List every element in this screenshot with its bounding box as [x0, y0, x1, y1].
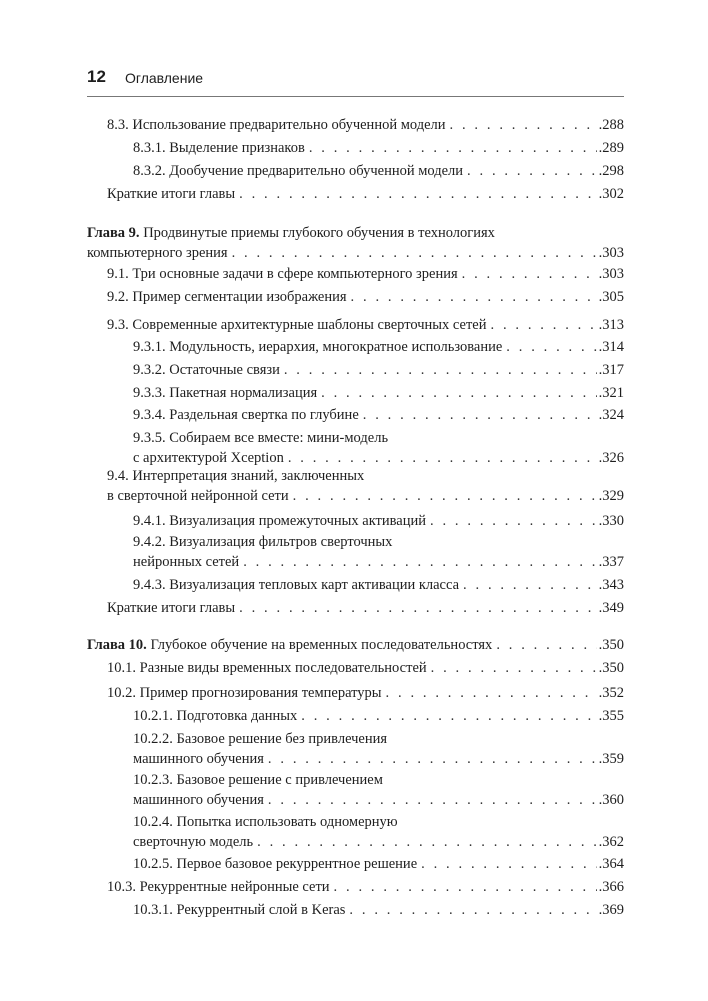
toc-entry-title: 9.1. Три основные задачи в сфере компьютерного зрения [107, 266, 458, 282]
toc-page-number: .321 [598, 385, 624, 401]
toc-entry-title: 8.3.2. Дообучение предварительно обученной модели [133, 163, 464, 179]
toc-entry[interactable] [133, 532, 624, 572]
toc-page-number: .317 [598, 362, 624, 378]
dot-leader [257, 832, 596, 852]
toc-entry[interactable] [133, 770, 624, 810]
toc-page-number: .305 [598, 289, 624, 305]
toc-entry-title: 9.4.2. Визуализация фильтров сверточных [133, 534, 393, 550]
dot-leader [430, 511, 597, 531]
toc-entry-title: 9.3. Современные архитектурные шаблоны сверточных сетей [107, 317, 487, 333]
toc-entry[interactable] [107, 658, 624, 678]
toc-entry-title-continued: машинного обучения [133, 751, 264, 767]
toc-entry-title: 9.3.5. Собираем все вместе: мини-модель [133, 430, 389, 446]
dot-leader [467, 161, 597, 181]
dot-leader [463, 575, 597, 595]
dot-leader [284, 360, 597, 380]
toc-entry[interactable] [133, 138, 624, 158]
toc-entry[interactable] [107, 264, 624, 284]
dot-leader [491, 315, 597, 335]
dot-leader [386, 683, 597, 703]
toc-page-number: .343 [598, 577, 624, 593]
toc-entry-title: 9.4.3. Визуализация тепловых карт активации класса [133, 577, 460, 593]
toc-entry-title: 8.3. Использование предварительно обученной модели [107, 117, 446, 133]
dot-leader [349, 900, 596, 920]
toc-entry-title-continued: в сверточной нейронной сети [107, 488, 289, 504]
toc-entry[interactable] [133, 383, 624, 403]
toc-entry[interactable] [107, 877, 624, 897]
toc-entry-title: 9.3.4. Раздельная свертка по глубине [133, 407, 359, 423]
toc-entry[interactable] [133, 511, 624, 531]
chapter-label: Глава 10. [87, 637, 147, 653]
toc-page-number: .369 [598, 902, 624, 918]
toc-entry-title: 10.2.3. Базовое решение с привлечением [133, 772, 383, 788]
dot-leader [462, 264, 597, 284]
toc-entry[interactable] [133, 812, 624, 852]
toc-page-number: .314 [598, 339, 624, 355]
toc-entry[interactable] [133, 360, 624, 380]
toc-entry-title-continued: машинного обучения [133, 792, 264, 808]
toc-page-number: .360 [598, 792, 624, 808]
toc-entry-title: 10.2. Пример прогнозирования температуры [107, 685, 382, 701]
toc-page-number: .355 [598, 708, 624, 724]
dot-leader [496, 635, 596, 655]
toc-page-number: .364 [598, 856, 624, 872]
toc-entry[interactable] [107, 287, 624, 307]
toc-page-number: .329 [598, 488, 624, 504]
toc-entry-title: 9.2. Пример сегментации изображения [107, 289, 347, 305]
toc-entry-title: 9.3.1. Модульность, иерархия, многократное использование [133, 339, 503, 355]
toc-entry-title: Глубокое обучение на временных последовательностях [146, 637, 493, 653]
toc-page-number: .298 [598, 163, 624, 179]
toc-page-number: .303 [598, 245, 624, 261]
toc-entry-title: 10.2.5. Первое базовое рекуррентное решение [133, 856, 418, 872]
toc-entry[interactable] [133, 337, 624, 357]
dot-leader [363, 405, 597, 425]
toc-entry-title-continued: с архитектурой Xception [133, 450, 284, 466]
toc-page-number: .362 [598, 834, 624, 850]
toc-entry[interactable] [107, 683, 624, 703]
toc-entry-title-continued: сверточную модель [133, 834, 254, 850]
dot-leader [239, 184, 596, 204]
toc-page-number: .326 [598, 450, 624, 466]
toc-page-number: .313 [598, 317, 624, 333]
dot-leader [268, 790, 597, 810]
running-title: Оглавление [125, 70, 204, 86]
toc-entry[interactable] [133, 729, 624, 769]
dot-leader [351, 287, 597, 307]
toc-entry-title: 10.2.1. Подготовка данных [133, 708, 298, 724]
toc-entry-title: 10.2.4. Попытка использовать одномерную [133, 814, 398, 830]
dot-leader [506, 337, 596, 357]
dot-leader [450, 115, 597, 135]
dot-leader [301, 706, 596, 726]
toc-page-number: .337 [598, 554, 624, 570]
toc-page-number: .352 [598, 685, 624, 701]
dot-leader [243, 552, 596, 572]
toc-entry-title: 9.4. Интерпретация знаний, заключенных [107, 468, 365, 484]
page-number: 12 [87, 67, 106, 86]
toc-entry[interactable] [107, 315, 624, 335]
toc-entry-title: 9.4.1. Визуализация промежуточных активаций [133, 513, 427, 529]
toc-entry[interactable] [87, 635, 624, 655]
toc-entry[interactable] [133, 706, 624, 726]
toc-entry-title: 10.3.1. Рекуррентный слой в Keras [133, 902, 346, 918]
toc-entry[interactable] [133, 405, 624, 425]
toc-entry[interactable] [107, 598, 624, 618]
toc-entry[interactable] [87, 223, 624, 263]
toc-entry-title: Продвинутые приемы глубокого обучения в технологиях [139, 225, 495, 241]
toc-page-number: .288 [598, 117, 624, 133]
toc-entry[interactable] [133, 428, 624, 468]
toc-entry-title: 10.2.2. Базовое решение без привлечения [133, 731, 388, 747]
dot-leader [232, 243, 597, 263]
dot-leader [239, 598, 596, 618]
toc-entry-title: 9.3.2. Остаточные связи [133, 362, 280, 378]
toc-page-number: .330 [598, 513, 624, 529]
toc-page-number: .350 [598, 637, 624, 653]
toc-entry-title-continued: компьютерного зрения [87, 245, 228, 261]
dot-leader [268, 749, 597, 769]
toc-page-number: .302 [598, 186, 624, 202]
toc-entry[interactable] [107, 184, 624, 204]
toc-page-number: .324 [598, 407, 624, 423]
toc-entry-title: 10.1. Разные виды временных последовательностей [107, 660, 427, 676]
toc-entry[interactable] [133, 900, 624, 920]
dot-leader [431, 658, 597, 678]
dot-leader [421, 854, 596, 874]
toc-entry[interactable] [133, 575, 624, 595]
toc-page-number: .359 [598, 751, 624, 767]
dot-leader [293, 486, 597, 506]
dot-leader [321, 383, 596, 403]
dot-leader [309, 138, 597, 158]
toc-entry-title: 8.3.1. Выделение признаков [133, 140, 305, 156]
toc-page-number: .303 [598, 266, 624, 282]
toc-page-number: .349 [598, 600, 624, 616]
toc-page-number: .366 [598, 879, 624, 895]
toc-entry-title: 10.3. Рекуррентные нейронные сети [107, 879, 330, 895]
dot-leader [288, 448, 597, 468]
toc-entry[interactable] [107, 466, 624, 506]
toc-entry[interactable] [107, 115, 624, 135]
toc-entry[interactable] [133, 161, 624, 181]
toc-entry[interactable] [133, 854, 624, 874]
toc-entry-title: 9.3.3. Пакетная нормализация [133, 385, 318, 401]
toc-entry-title-continued: нейронных сетей [133, 554, 240, 570]
toc-page-number: .289 [598, 140, 624, 156]
chapter-label: Глава 9. [87, 225, 140, 241]
dot-leader [334, 877, 597, 897]
toc-entry-title: Краткие итоги главы [107, 600, 236, 616]
toc-entry-title: Краткие итоги главы [107, 186, 236, 202]
toc-page-number: .350 [598, 660, 624, 676]
